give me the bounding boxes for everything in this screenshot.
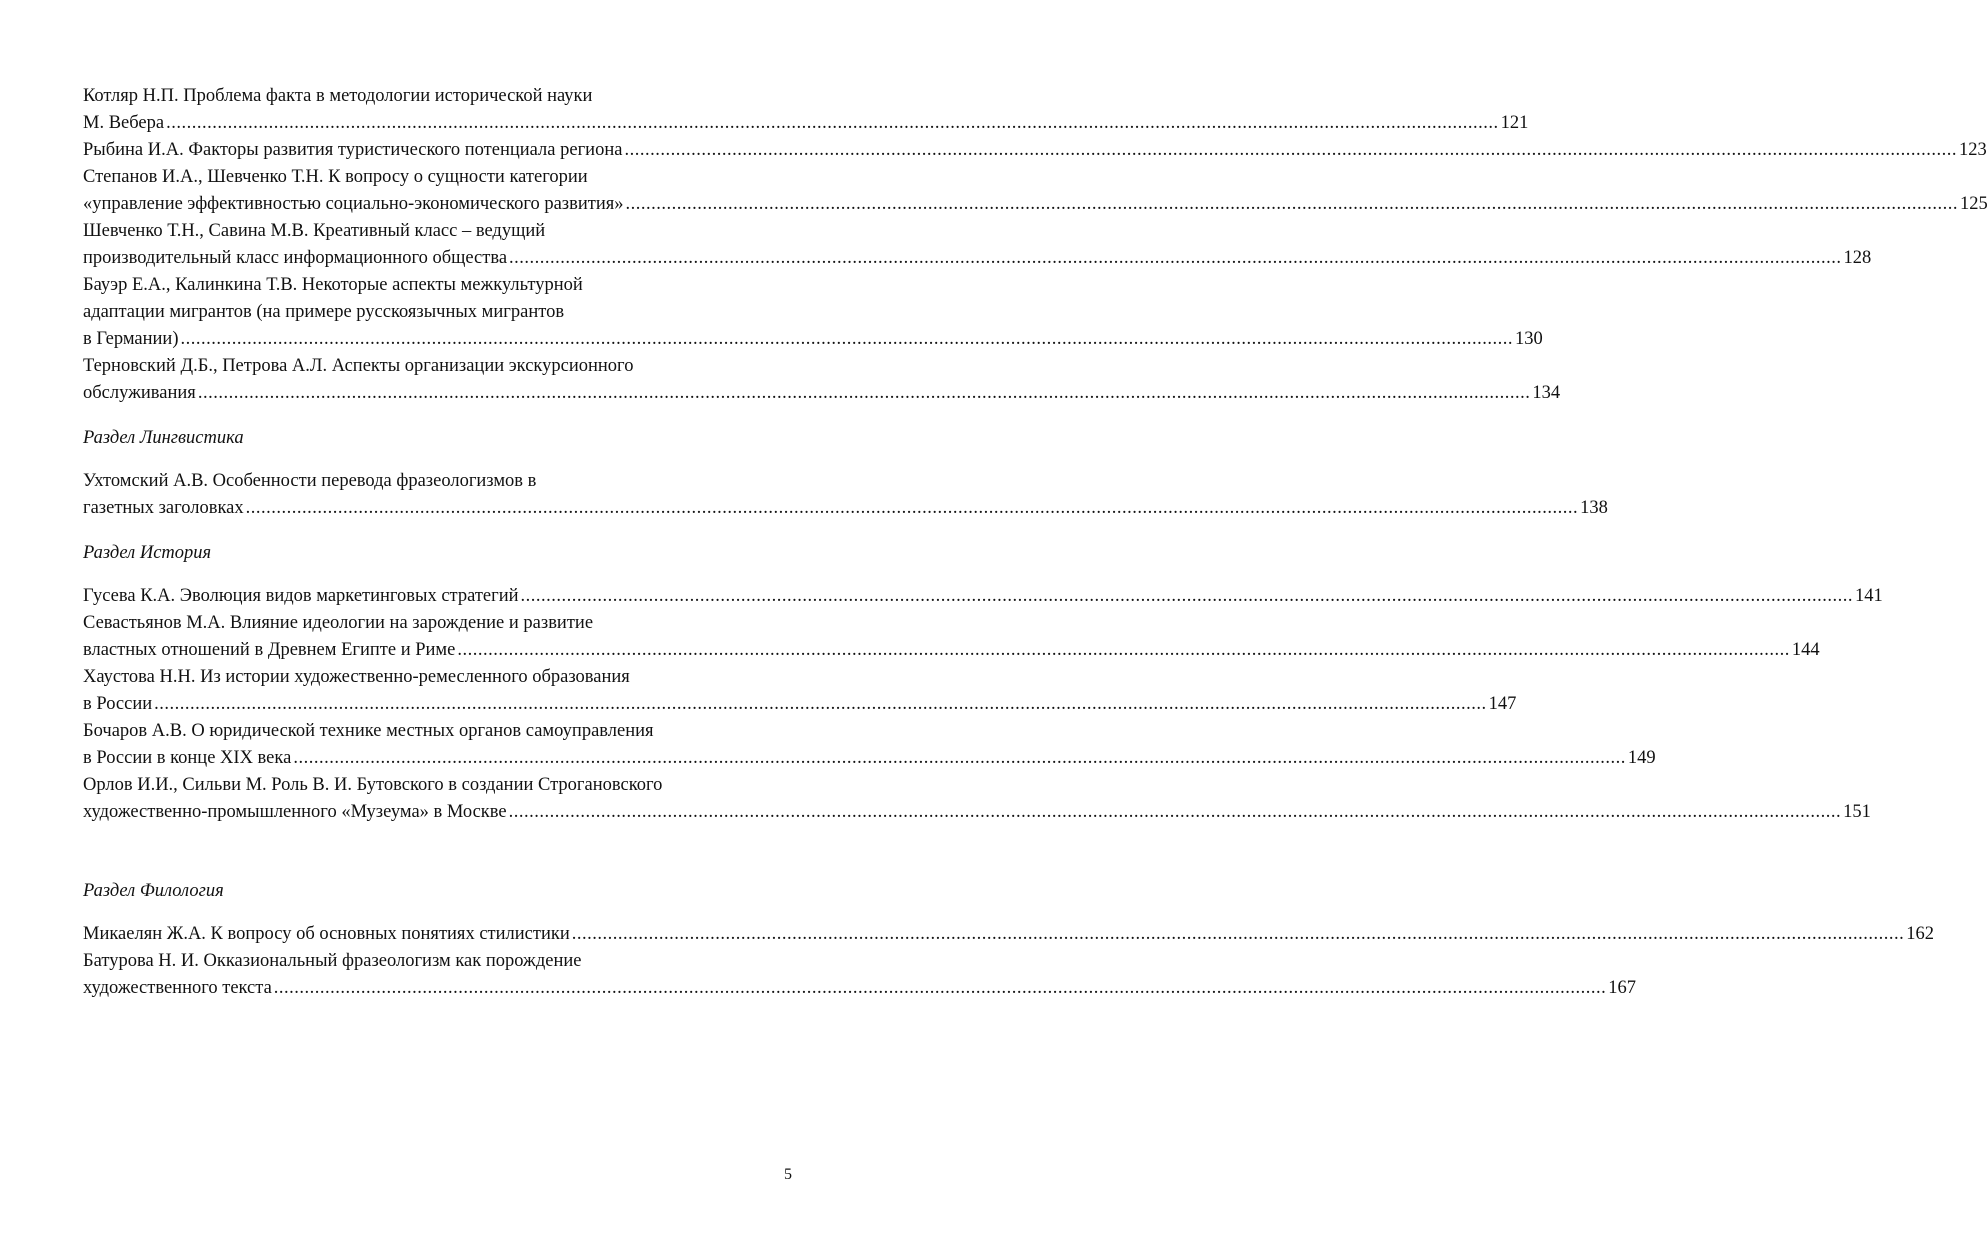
toc-entry — [83, 137, 1987, 164]
toc-entry-line — [83, 164, 791, 191]
toc-entry-line — [83, 772, 791, 799]
toc-entry-line — [83, 245, 1872, 272]
toc-entry-line — [83, 218, 791, 245]
toc-entry-line — [83, 745, 1656, 772]
dot-leader: .................................................................................................................................................................................................................................................................... — [520, 586, 1854, 606]
toc-entry-text: властных отношений в Древнем Египте и Риме — [83, 640, 456, 660]
toc-entry-line — [83, 83, 791, 110]
toc-entry-line — [83, 691, 1517, 718]
toc-entry-line — [83, 664, 791, 691]
toc-entry-text: Степанов И.А., Шевченко Т.Н. К вопросу о сущности категории — [83, 167, 588, 187]
dot-leader: .................................................................................................................................................................................................................................................................... — [509, 248, 1842, 268]
toc-entry-text: М. Вебера — [83, 113, 165, 133]
toc-group-philology — [83, 921, 1934, 1002]
toc-entry-text: Батурова Н. И. Окказиональный фразеологизм как порождение — [83, 951, 582, 971]
toc-entry-text: Орлов И.И., Сильви М. Роль В. И. Бутовского в создании Строгановского — [83, 775, 663, 795]
toc-entry — [83, 948, 1637, 1002]
toc-page-number: 128 — [1843, 248, 1872, 268]
toc-entry-text: Ухтомский А.В. Особенности перевода фразеологизмов в — [83, 471, 537, 491]
dot-leader: .................................................................................................................................................................................................................................................................... — [245, 498, 1579, 518]
toc-entry-line — [83, 137, 1987, 164]
toc-entry-text: Микаелян Ж.А. К вопросу об основных понятиях стилистики — [83, 924, 570, 944]
toc-entry — [83, 272, 1543, 353]
toc-entry-text: газетных заголовках — [83, 498, 244, 518]
toc-entry-text: адаптации мигрантов (на примере русскоязычных мигрантов — [83, 302, 565, 322]
toc-entry — [83, 772, 1871, 826]
toc-entry — [83, 353, 1561, 407]
toc-entry — [83, 610, 1820, 664]
toc-entry-line — [83, 610, 791, 637]
toc-entry — [83, 83, 1529, 137]
toc-entry-text: в России в конце XIX века — [83, 748, 292, 768]
toc-entry — [83, 921, 1934, 948]
toc-entry-line — [83, 299, 791, 326]
toc-entry-text: Бочаров А.В. О юридической технике местных органов самоуправления — [83, 721, 654, 741]
toc-entry-line — [83, 110, 1529, 137]
toc-entry-text: художественно-промышленного «Музеума» в Москве — [83, 802, 507, 822]
toc-page-number: 125 — [1960, 194, 1988, 214]
toc-entry-line — [83, 326, 1543, 353]
dot-leader: .................................................................................................................................................................................................................................................................... — [624, 140, 1957, 160]
dot-leader: .................................................................................................................................................................................................................................................................... — [180, 329, 1513, 349]
toc-entry — [83, 718, 1656, 772]
toc-entry — [83, 164, 1988, 218]
toc-entry-text: «управление эффективностью социально-экономического развития» — [83, 194, 624, 214]
toc-entry-line — [83, 272, 791, 299]
dot-leader: .................................................................................................................................................................................................................................................................... — [154, 694, 1487, 714]
toc-page-number: 130 — [1514, 329, 1543, 349]
toc-entry-text: Гусева К.А. Эволюция видов маркетинговых стратегий — [83, 586, 519, 606]
toc-entry-line — [83, 191, 1988, 218]
dot-leader: .................................................................................................................................................................................................................................................................... — [166, 113, 1499, 133]
dot-leader: .................................................................................................................................................................................................................................................................... — [197, 383, 1531, 403]
toc-entry-text: в России — [83, 694, 153, 714]
toc-page-number: 151 — [1843, 802, 1871, 822]
toc-page-number: 167 — [1608, 978, 1637, 998]
toc-group-linguistics — [83, 468, 1608, 522]
toc-entry-line — [83, 583, 1883, 610]
dot-leader: .................................................................................................................................................................................................................................................................... — [571, 924, 1905, 944]
table-of-contents — [83, 83, 1988, 1002]
toc-page-number: 134 — [1532, 383, 1561, 403]
dot-leader: .................................................................................................................................................................................................................................................................... — [293, 748, 1626, 768]
toc-entry-text: Рыбина И.А. Факторы развития туристического потенциала региона — [83, 140, 623, 160]
dot-leader: .................................................................................................................................................................................................................................................................... — [457, 640, 1790, 660]
toc-entry-text: Хаустова Н.Н. Из истории художественно-ремесленного образования — [83, 667, 630, 687]
toc-entry-line — [83, 380, 1561, 407]
page-number: 5 — [784, 1166, 792, 1183]
toc-entry-line — [83, 495, 1608, 522]
toc-entry-line — [83, 468, 791, 495]
toc-entry-text: художественного текста — [83, 978, 272, 998]
toc-entry — [83, 664, 1517, 718]
toc-entry — [83, 583, 1883, 610]
toc-page-number: 138 — [1580, 498, 1608, 518]
toc-entry-line — [83, 637, 1820, 664]
toc-page-number: 123 — [1958, 140, 1987, 160]
toc-entry-line — [83, 353, 791, 380]
toc-entry-text: Шевченко Т.Н., Савина М.В. Креативный класс – ведущий — [83, 221, 546, 241]
toc-page-number: 147 — [1488, 694, 1517, 714]
toc-entry-line — [83, 799, 1871, 826]
toc-entry-line — [83, 975, 1637, 1002]
toc-entry — [83, 218, 1872, 272]
toc-page-number: 121 — [1500, 113, 1529, 133]
toc-page-number: 144 — [1791, 640, 1820, 660]
dot-leader: .................................................................................................................................................................................................................................................................... — [625, 194, 1958, 214]
toc-entry-text: производительный класс информационного общества — [83, 248, 508, 268]
dot-leader: .................................................................................................................................................................................................................................................................... — [508, 802, 1842, 822]
toc-entry-text: обслуживания — [83, 383, 196, 403]
toc-group-history — [83, 583, 1883, 826]
toc-entry — [83, 468, 1608, 522]
toc-group-sociology — [83, 83, 1988, 407]
toc-entry-text: Котляр Н.П. Проблема факта в методологии исторической науки — [83, 86, 593, 106]
section-heading-history: Раздел История — [83, 543, 212, 563]
toc-entry-text: в Германии) — [83, 329, 179, 349]
toc-entry-text: Бауэр Е.А., Калинкина Т.В. Некоторые аспекты межкультурной — [83, 275, 583, 295]
toc-page-number: 149 — [1627, 748, 1656, 768]
dot-leader: .................................................................................................................................................................................................................................................................... — [273, 978, 1607, 998]
section-heading-linguistics: Раздел Лингвистика — [83, 428, 244, 448]
toc-entry-text: Терновский Д.Б., Петрова А.Л. Аспекты организации экскурсионного — [83, 356, 634, 376]
toc-entry-line — [83, 921, 1934, 948]
toc-page-number: 141 — [1855, 586, 1883, 606]
toc-entry-line — [83, 718, 791, 745]
toc-page-number: 162 — [1906, 924, 1934, 944]
section-heading-philology: Раздел Филология — [83, 881, 224, 901]
toc-entry-line — [83, 948, 791, 975]
toc-entry-text: Севастьянов М.А. Влияние идеологии на зарождение и развитие — [83, 613, 594, 633]
